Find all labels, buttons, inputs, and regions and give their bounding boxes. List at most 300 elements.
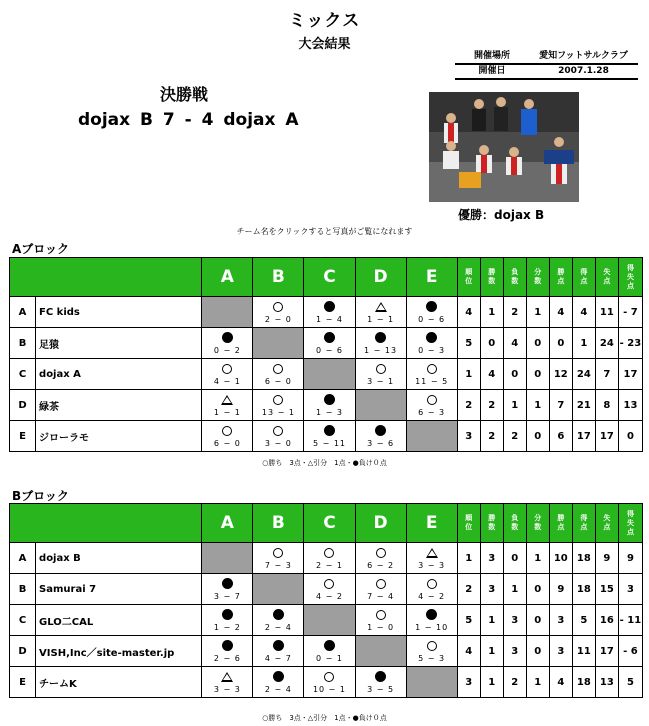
match-result-cell xyxy=(253,636,304,667)
win-circle-icon xyxy=(273,364,283,374)
stat-value: 5 xyxy=(457,605,480,636)
self-match-cell xyxy=(355,390,406,421)
stat-value: 1 xyxy=(526,667,549,698)
draw-triangle-icon xyxy=(221,395,233,405)
self-match-cell xyxy=(304,605,355,636)
stat-value: 17 xyxy=(618,359,642,390)
result-symbol xyxy=(202,332,252,346)
stat-header-label: 勝点 xyxy=(557,268,565,285)
stat-value: 0 xyxy=(526,574,549,605)
column-header-d: D xyxy=(355,258,406,297)
result-symbol xyxy=(253,364,303,377)
match-result-cell xyxy=(202,328,253,359)
loss-dot-icon xyxy=(324,640,335,651)
match-score: 1 − 4 xyxy=(315,315,343,324)
stat-value: 0 xyxy=(480,328,503,359)
win-circle-icon xyxy=(376,579,386,589)
match-score: 4 − 2 xyxy=(418,591,446,601)
result-symbol xyxy=(202,426,252,439)
match-result-cell xyxy=(202,605,253,636)
stat-header xyxy=(618,504,642,543)
match-score: 3 − 6 xyxy=(367,439,395,448)
match-result-cell xyxy=(304,574,355,605)
stat-value: 3 xyxy=(457,667,480,698)
match-score: 1 − 1 xyxy=(367,314,395,324)
team-name-link[interactable]: Samurai 7 xyxy=(36,574,202,605)
stat-value: 13 xyxy=(618,390,642,421)
column-header-a: A xyxy=(202,258,253,297)
match-score: 10 − 1 xyxy=(312,684,346,694)
final-score: dojax B 7 - 4 dojax A xyxy=(78,110,299,130)
stat-header-label: 失点 xyxy=(603,514,611,531)
stat-header xyxy=(572,504,595,543)
result-legend: ○勝ち 3点・△引分 1点・●負け０点 xyxy=(262,714,387,722)
stat-value: 3 xyxy=(549,636,572,667)
block-title: Aブロック xyxy=(12,242,70,256)
table-row xyxy=(10,574,643,605)
self-match-cell xyxy=(202,543,253,574)
result-symbol xyxy=(407,641,457,654)
table-row xyxy=(10,297,643,328)
match-score: 4 − 1 xyxy=(213,376,241,386)
loss-dot-icon xyxy=(375,425,386,436)
match-result-cell xyxy=(253,359,304,390)
stat-value: 1 xyxy=(503,574,526,605)
result-symbol xyxy=(356,548,406,561)
result-symbol xyxy=(202,640,252,654)
row-letter: B xyxy=(10,328,36,359)
match-score: 1 − 10 xyxy=(415,623,449,632)
match-result-cell xyxy=(304,421,355,452)
match-score: 1 − 0 xyxy=(367,622,395,632)
match-result-cell xyxy=(202,574,253,605)
match-result-cell xyxy=(406,574,457,605)
stat-value: 2 xyxy=(503,667,526,698)
win-circle-icon xyxy=(427,364,437,374)
match-score: 2 − 0 xyxy=(264,314,292,324)
winner-team-photo[interactable] xyxy=(429,92,579,202)
stat-value: 1 xyxy=(480,636,503,667)
stat-header xyxy=(526,258,549,297)
standings-table xyxy=(9,503,643,698)
stat-value: 17 xyxy=(595,421,618,452)
team-name-link[interactable]: dojax B xyxy=(36,543,202,574)
loss-dot-icon xyxy=(324,394,335,405)
result-symbol xyxy=(202,609,252,623)
match-score: 3 − 3 xyxy=(418,560,446,570)
stat-header-label: 分数 xyxy=(534,514,542,531)
winner-label: 優勝：dojax B xyxy=(458,208,545,222)
stat-value: 4 xyxy=(457,636,480,667)
stat-value: 4 xyxy=(549,667,572,698)
match-result-cell xyxy=(253,667,304,698)
result-symbol xyxy=(356,302,406,315)
stat-value: 18 xyxy=(572,574,595,605)
team-photo-image xyxy=(429,92,579,202)
stat-value: 5 xyxy=(618,667,642,698)
match-score: 0 − 1 xyxy=(315,654,343,663)
win-circle-icon xyxy=(427,579,437,589)
match-result-cell xyxy=(253,421,304,452)
match-result-cell xyxy=(355,667,406,698)
stat-value: - 11 xyxy=(618,605,642,636)
stat-header xyxy=(480,258,503,297)
win-circle-icon xyxy=(273,548,283,558)
stat-value: 1 xyxy=(503,390,526,421)
result-symbol xyxy=(407,395,457,408)
draw-triangle-icon xyxy=(426,548,438,558)
win-circle-icon xyxy=(376,364,386,374)
result-symbol xyxy=(253,302,303,315)
result-symbol xyxy=(356,610,406,623)
team-name-link[interactable]: 緑茶 xyxy=(36,390,202,421)
match-result-cell xyxy=(253,543,304,574)
stat-value: 1 xyxy=(526,390,549,421)
stat-value: 2 xyxy=(503,297,526,328)
loss-dot-icon xyxy=(375,671,386,682)
self-match-cell xyxy=(202,297,253,328)
stat-value: 18 xyxy=(572,543,595,574)
match-score: 1 − 2 xyxy=(213,623,241,632)
match-result-cell xyxy=(304,390,355,421)
stat-value: 24 xyxy=(595,328,618,359)
loss-dot-icon xyxy=(426,609,437,620)
match-score: 6 − 0 xyxy=(264,376,292,386)
loss-dot-icon xyxy=(222,578,233,589)
stat-value: 5 xyxy=(457,328,480,359)
stat-value: 1 xyxy=(480,667,503,698)
stat-header xyxy=(595,258,618,297)
stat-value: 1 xyxy=(526,297,549,328)
match-score: 1 − 1 xyxy=(213,407,241,417)
click-note: チーム名をクリックすると写真がご覧になれます xyxy=(236,227,413,236)
match-result-cell xyxy=(406,359,457,390)
stat-value: 7 xyxy=(549,390,572,421)
match-score: 3 − 3 xyxy=(213,684,241,694)
match-score: 4 − 7 xyxy=(264,654,292,663)
stat-header-label: 得失点 xyxy=(626,263,634,290)
match-score: 13 − 1 xyxy=(261,407,295,417)
match-score: 3 − 1 xyxy=(367,376,395,386)
team-name-link[interactable]: ジローラモ xyxy=(36,421,202,452)
stat-value: 13 xyxy=(595,667,618,698)
stat-value: 9 xyxy=(549,574,572,605)
stat-value: 5 xyxy=(572,605,595,636)
stat-header-label: 失点 xyxy=(603,268,611,285)
row-letter: C xyxy=(10,359,36,390)
loss-dot-icon xyxy=(273,671,284,682)
match-score: 0 − 2 xyxy=(213,346,241,355)
loss-dot-icon xyxy=(273,609,284,620)
loss-dot-icon xyxy=(324,332,335,343)
stat-value: 1 xyxy=(572,328,595,359)
stat-value: 18 xyxy=(572,667,595,698)
stat-value: 10 xyxy=(549,543,572,574)
stat-value: 2 xyxy=(480,390,503,421)
standings-table xyxy=(9,257,643,452)
win-circle-icon xyxy=(376,610,386,620)
stat-header xyxy=(480,504,503,543)
loss-dot-icon xyxy=(324,301,335,312)
result-symbol xyxy=(407,364,457,377)
match-score: 0 − 3 xyxy=(418,346,446,355)
table-row xyxy=(10,543,643,574)
team-name-link[interactable]: 足猿 xyxy=(36,328,202,359)
stat-value: 17 xyxy=(572,421,595,452)
draw-triangle-icon xyxy=(375,302,387,312)
match-result-cell xyxy=(202,636,253,667)
stat-header xyxy=(618,258,642,297)
match-result-cell xyxy=(253,390,304,421)
stat-header xyxy=(457,258,480,297)
stat-value: 9 xyxy=(595,543,618,574)
header-blank xyxy=(10,258,202,297)
row-letter: D xyxy=(10,390,36,421)
result-symbol xyxy=(304,548,354,561)
loss-dot-icon xyxy=(222,609,233,620)
stat-value: 0 xyxy=(503,543,526,574)
stat-value: 3 xyxy=(480,574,503,605)
match-result-cell xyxy=(406,328,457,359)
column-header-b: B xyxy=(253,504,304,543)
result-symbol xyxy=(407,609,457,623)
result-symbol xyxy=(202,578,252,592)
stat-value: - 7 xyxy=(618,297,642,328)
win-circle-icon xyxy=(273,302,283,312)
column-header-b: B xyxy=(253,258,304,297)
match-score: 1 − 3 xyxy=(315,408,343,417)
win-circle-icon xyxy=(273,426,283,436)
match-result-cell xyxy=(406,605,457,636)
stat-header xyxy=(549,504,572,543)
stat-header xyxy=(549,258,572,297)
self-match-cell xyxy=(406,667,457,698)
win-circle-icon xyxy=(427,641,437,651)
column-header-c: C xyxy=(304,504,355,543)
result-symbol xyxy=(304,672,354,685)
match-result-cell xyxy=(202,390,253,421)
match-result-cell xyxy=(355,421,406,452)
match-score: 2 − 6 xyxy=(213,654,241,663)
loss-dot-icon xyxy=(273,640,284,651)
stat-value: - 23 xyxy=(618,328,642,359)
venue-row xyxy=(455,50,638,65)
stat-value: 6 xyxy=(549,421,572,452)
loss-dot-icon xyxy=(426,301,437,312)
result-legend: ○勝ち 3点・△引分 1点・●負け０点 xyxy=(262,459,387,467)
stat-header-label: 勝数 xyxy=(488,514,496,531)
match-result-cell xyxy=(202,359,253,390)
match-result-cell xyxy=(202,667,253,698)
match-result-cell xyxy=(406,390,457,421)
stat-value: 0 xyxy=(526,636,549,667)
result-symbol xyxy=(407,579,457,592)
stat-value: 3 xyxy=(480,543,503,574)
self-match-cell xyxy=(253,328,304,359)
page-title: ミックス xyxy=(288,11,361,31)
win-circle-icon xyxy=(376,548,386,558)
stat-header-label: 勝数 xyxy=(488,268,496,285)
stat-header-label: 得失点 xyxy=(626,509,634,536)
stat-value: 3 xyxy=(503,636,526,667)
result-symbol xyxy=(253,671,303,685)
column-header-e: E xyxy=(406,258,457,297)
stat-value: 0 xyxy=(618,421,642,452)
stat-value: 0 xyxy=(503,359,526,390)
stat-value: 24 xyxy=(572,359,595,390)
team-name-link[interactable]: VISH,Inc／site-master.jp xyxy=(36,636,202,667)
stat-value: 2 xyxy=(503,421,526,452)
row-letter: A xyxy=(10,543,36,574)
result-symbol xyxy=(304,301,354,315)
match-result-cell xyxy=(253,605,304,636)
stat-value: 3 xyxy=(618,574,642,605)
team-name-link[interactable]: チームK xyxy=(36,667,202,698)
match-score: 0 − 6 xyxy=(315,346,343,355)
match-result-cell xyxy=(355,605,406,636)
loss-dot-icon xyxy=(375,332,386,343)
event-meta xyxy=(455,50,638,80)
stat-header-label: 得点 xyxy=(580,268,588,285)
match-result-cell xyxy=(304,667,355,698)
win-circle-icon xyxy=(324,579,334,589)
win-circle-icon xyxy=(273,395,283,405)
match-result-cell xyxy=(355,328,406,359)
match-score: 3 − 5 xyxy=(367,685,395,694)
table-row xyxy=(10,636,643,667)
team-name-link[interactable]: dojax A xyxy=(36,359,202,390)
stat-value: 11 xyxy=(572,636,595,667)
stat-value: 1 xyxy=(480,605,503,636)
match-result-cell xyxy=(304,297,355,328)
match-result-cell xyxy=(355,359,406,390)
date-label: 開催日 xyxy=(478,66,506,76)
date-row xyxy=(455,65,638,80)
row-letter: C xyxy=(10,605,36,636)
stat-value: 2 xyxy=(457,574,480,605)
stat-header-label: 得点 xyxy=(580,514,588,531)
result-symbol xyxy=(356,364,406,377)
stat-value: - 6 xyxy=(618,636,642,667)
stat-value: 1 xyxy=(457,543,480,574)
result-symbol xyxy=(407,332,457,346)
match-score: 6 − 0 xyxy=(213,438,241,448)
result-symbol xyxy=(356,332,406,346)
result-symbol xyxy=(202,395,252,408)
result-symbol xyxy=(407,548,457,561)
stat-value: 2 xyxy=(480,421,503,452)
result-symbol xyxy=(356,579,406,592)
team-name-link[interactable]: FC kids xyxy=(36,297,202,328)
venue-label: 開催場所 xyxy=(473,51,510,61)
row-letter: A xyxy=(10,297,36,328)
stat-value: 4 xyxy=(549,297,572,328)
stat-value: 1 xyxy=(457,359,480,390)
stat-value: 3 xyxy=(549,605,572,636)
self-match-cell xyxy=(355,636,406,667)
self-match-cell xyxy=(253,574,304,605)
match-result-cell xyxy=(355,297,406,328)
stat-value: 15 xyxy=(595,574,618,605)
result-symbol xyxy=(253,548,303,561)
result-symbol xyxy=(253,426,303,439)
final-label: 決勝戦 xyxy=(160,85,209,104)
match-score: 3 − 7 xyxy=(213,592,241,601)
stat-header-label: 分数 xyxy=(534,268,542,285)
stat-value: 17 xyxy=(595,636,618,667)
match-score: 7 − 4 xyxy=(367,591,395,601)
result-symbol xyxy=(253,395,303,408)
result-symbol xyxy=(356,671,406,685)
match-score: 6 − 2 xyxy=(367,560,395,570)
block-title: Bブロック xyxy=(12,489,69,503)
row-letter: D xyxy=(10,636,36,667)
result-symbol xyxy=(304,332,354,346)
match-result-cell xyxy=(304,543,355,574)
stat-value: 8 xyxy=(595,390,618,421)
match-score: 0 − 6 xyxy=(418,315,446,324)
stat-value: 4 xyxy=(480,359,503,390)
stat-value: 0 xyxy=(526,421,549,452)
result-symbol xyxy=(407,301,457,315)
match-score: 2 − 4 xyxy=(264,623,292,632)
table-row xyxy=(10,605,643,636)
win-circle-icon xyxy=(324,672,334,682)
table-row xyxy=(10,390,643,421)
match-result-cell xyxy=(406,297,457,328)
win-circle-icon xyxy=(222,364,232,374)
result-symbol xyxy=(253,640,303,654)
stat-header xyxy=(572,258,595,297)
header-blank xyxy=(10,504,202,543)
match-result-cell xyxy=(406,636,457,667)
stat-value: 16 xyxy=(595,605,618,636)
match-result-cell xyxy=(355,543,406,574)
match-score: 5 − 3 xyxy=(418,653,446,663)
win-circle-icon xyxy=(324,548,334,558)
stat-header xyxy=(457,504,480,543)
win-circle-icon xyxy=(222,426,232,436)
self-match-cell xyxy=(406,421,457,452)
result-symbol xyxy=(202,672,252,685)
match-score: 6 − 3 xyxy=(418,407,446,417)
stat-header-label: 勝点 xyxy=(557,514,565,531)
stat-value: 4 xyxy=(572,297,595,328)
match-score: 11 − 5 xyxy=(415,376,449,386)
match-result-cell xyxy=(253,297,304,328)
stat-value: 3 xyxy=(503,605,526,636)
team-name-link[interactable]: GLO二CAL xyxy=(36,605,202,636)
table-row xyxy=(10,421,643,452)
match-score: 4 − 2 xyxy=(315,591,343,601)
stat-header-label: 負数 xyxy=(511,268,519,285)
stat-value: 0 xyxy=(549,328,572,359)
result-symbol xyxy=(202,364,252,377)
stat-value: 0 xyxy=(526,328,549,359)
match-result-cell xyxy=(304,328,355,359)
match-result-cell xyxy=(304,636,355,667)
draw-triangle-icon xyxy=(221,672,233,682)
table-row xyxy=(10,359,643,390)
stat-value: 12 xyxy=(549,359,572,390)
venue-value: 愛知フットサルクラブ xyxy=(539,51,628,61)
stat-header xyxy=(503,504,526,543)
column-header-a: A xyxy=(202,504,253,543)
match-score: 5 − 11 xyxy=(312,439,346,448)
stat-value: 0 xyxy=(526,359,549,390)
loss-dot-icon xyxy=(426,332,437,343)
loss-dot-icon xyxy=(222,332,233,343)
